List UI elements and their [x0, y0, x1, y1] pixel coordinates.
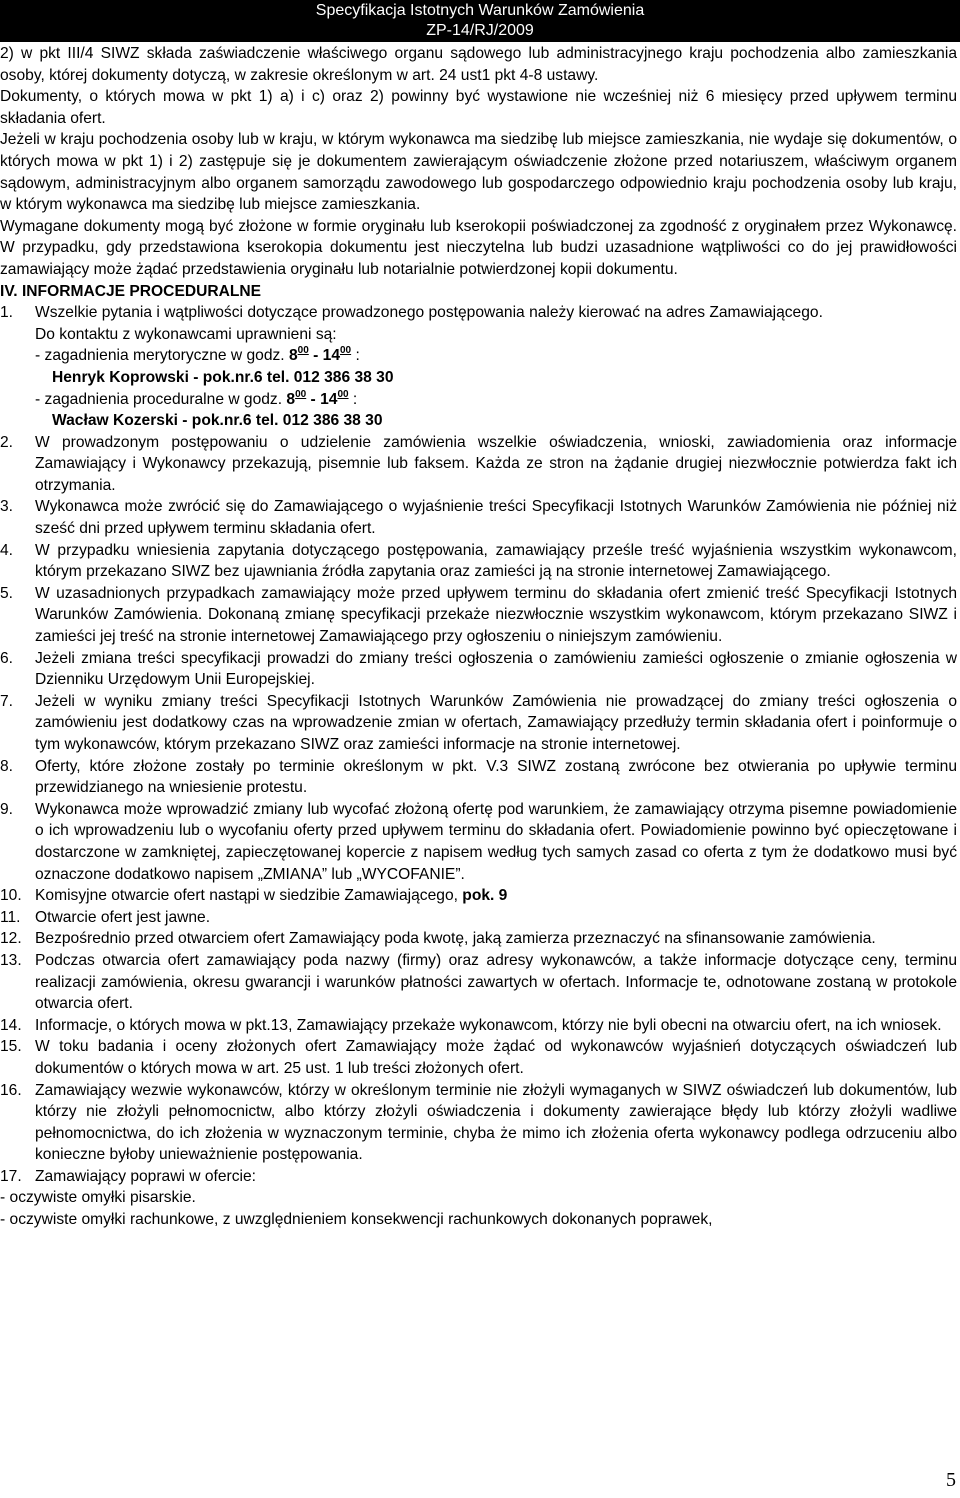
contact-line-2: - zagadnienia proceduralne w godz. $8^{00} - 14^{00}$ : [35, 388, 358, 408]
intro-paragraph-2: Dokumenty, o których mowa w pkt 1) a) i c) oraz 2) powinny być wystawione nie wcześniej niż 6 miesięcy przed upływem terminu składania ofert. [0, 88, 957, 127]
list-item: 5. W uzasadnionych przypadkach zamawiający może przed upływem terminu do składania ofert zmienić treść Specyfikacji Istotnych Warunków Zamówienia. Dokonaną zmianę specyfikacji przekaże niezwłocznie wszystkim wykonawcom, którym przekazano SIWZ i zamieści jej treść na stronie internetowej Zamawiającego przy ogłoszeniu o niniejszym zamówieniu. [0, 584, 957, 646]
list-item: 15. W toku badania i oceny złożonych ofert Zamawiający może żądać od wykonawców wyjaśnień dotyczących oświadczeń lub dokumentów o których mowa w art. 25 ust. 1 lub treści złożonych ofert. [0, 1038, 957, 1077]
contact-line-1: - zagadnienia merytoryczne w godz. $8^{00} - 14^{00}$ : [35, 345, 360, 365]
item-text: Wszelkie pytania i wątpliwości dotyczące prowadzonego postępowania należy kierować na adres Zamawiającego. [35, 304, 823, 322]
list-item: 9. Wykonawca może wprowadzić zmiany lub wycofać złożoną ofertę pod warunkiem, że zamawiający otrzyma pisemne powiadomienie o ich wprowadzeniu lub o wycofaniu oferty przed upływem terminu do składania ofert. Powiadomienie powinno być opieczętowane i dostarczone w zamkniętej, zapieczętowanej kopercie z napisem według tych samych zasad co oferta z tym że dodatkowo musi być oznaczone dodatkowo napisem „ZMIANA” lub „WYCOFANIE”. [0, 800, 957, 883]
list-item: 2. W prowadzonym postępowaniu o udzielenie zamówienia wszelkie oświadczenia, wnioski, zawiadomienia oraz informacje Zamawiający i Wykonawcy przekazują, pisemnie lub faksem. Każda ze stron na żądanie drugiej niezwłocznie potwierdza fakt ich otrzymania. [0, 433, 957, 494]
list-item: 6. Jeżeli zmiana treści specyfikacji prowadzi do zmiany treści ogłoszenia o zamówieniu zamieści ogłoszenie o zmianie ogłoszenia w Dzienniku Urzędowym Unii Europejskiej. [0, 649, 957, 689]
list-item: 8. Oferty, które złożone zostały po terminie określonym w pkt. V.3 SIWZ zostaną zwrócone bez otwierania po upływie terminu przewidzianego na wniesienie protestu. [0, 757, 957, 797]
list-item: 3. Wykonawca może zwrócić się do Zamawiającego o wyjaśnienie treści Specyfikacji Istotnych Warunków Zamówienia nie później niż sześć dni przed upływem terminu składania ofert. [0, 498, 957, 538]
contact-person-2: Wacław Kozerski - pok.nr.6 tel. 012 386 38 30 [52, 412, 383, 430]
contact-person-1: Henryk Koprowski - pok.nr.6 tel. 012 386 38 30 [52, 368, 394, 386]
list-item: 4. W przypadku wniesienia zapytania dotyczącego postępowania, zamawiający prześle treść wyjaśnienia wszystkim wykonawcom, którym przekazano SIWZ bez ujawniania źródła zapytania oraz zamieści ją na stronie internetowej Zamawiającego. [0, 541, 957, 581]
correction-line-1: - oczywiste omyłki pisarskie. [0, 1189, 196, 1207]
list-item: 7. Jeżeli w wyniku zmiany treści Specyfikacji Istotnych Warunków Zamówienia nie prowadzącej do zmiany treści ogłoszenia o zamówieniu jest dodatkowy czas na wprowadzenie zmian w ofertach, Zamawiający przedłuży termin składania ofert i poinformuje o tym wykonawców, którym przekazano SIWZ oraz zamieści informacje na stronie internetowej. [0, 692, 957, 753]
page-header [0, 0, 960, 42]
section-title: IV. INFORMACJE PROCEDURALNE [0, 282, 262, 300]
list-item: 12. Bezpośrednio przed otwarciem ofert Zamawiający poda kwotę, jaką zamierza przeznaczyć na sfinansowanie zamówienia. [0, 930, 876, 948]
list-item: 17. Zamawiający poprawi w ofercie: [0, 1167, 256, 1185]
correction-line-2: - oczywiste omyłki rachunkowe, z uwzględnieniem konsekwencji rachunkowych dokonanych poprawek, [0, 1211, 713, 1229]
list-item: 11. Otwarcie ofert jest jawne. [0, 908, 211, 926]
document-title: Specyfikacja Istotnych Warunków Zamówienia [315, 2, 645, 19]
item-number: 1. [0, 304, 14, 322]
intro-paragraph-4: Wymagane dokumenty mogą być złożone w formie oryginału lub kserokopii poświadczonej za zgodność z oryginałem przez Wykonawcę. W przypadku, gdy przedstawiona kserokopia dokumentu jest nieczytelna lub budzi uzasadnione wątpliwości co do jej prawidłowości zamawiający może żądać przedstawienia oryginału lub notarialnie potwierdzonej kopii dokumentu. [0, 217, 957, 278]
list-item: 13. Podczas otwarcia ofert zamawiający poda nazwy (firmy) oraz adresy wykonawców, a także informacje dotyczące ceny, terminu realizacji zamówienia, okresu gwarancji i warunków płatności zawartych w ofertach. Informacje te, odnotowane zostaną w protokole otwarcia ofert. [0, 951, 957, 1013]
list-item [0, 302, 957, 324]
document-body [0, 43, 957, 1231]
list-item: 14. Informacje, o których mowa w pkt.13, Zamawiający przekaże wykonawcom, którzy nie byli obecni na otwarciu ofert, na ich wniosek. [0, 1016, 942, 1034]
page-number: 5 [946, 1469, 956, 1492]
contact-intro: Do kontaktu z wykonawcami uprawnieni są: [35, 325, 337, 343]
intro-paragraph-3: Jeżeli w kraju pochodzenia osoby lub w kraju, w którym wykonawca ma siedzibę lub miejsce zamieszkania, nie wydaje się dokumentów, o których mowa w pkt 1) i 2) zastępuje się je dokumentem zawierającym oświadczenie złożone przed notariuszem, właściwym organem sądowym, administracyjnym albo organem samorządu zawodowego lub gospodarczego odpowiednio kraju pochodzenia osoby lub kraju, w którym wykonawca ma siedzibę lub miejsce zamieszkania. [0, 131, 957, 214]
list-item: 10. Komisyjne otwarcie ofert nastąpi w siedzibie Zamawiającego, pok. 9 [0, 887, 508, 905]
document-reference: ZP-14/RJ/2009 [426, 22, 534, 39]
intro-paragraph-1: 2) w pkt III/4 SIWZ składa zaświadczenie właściwego organu sądowego lub administracyjnego kraju pochodzenia albo zamieszkania osoby, której dokumenty dotyczą, w zakresie określonym w art. 24 ust1 pkt 4-8 ustawy. [0, 45, 957, 84]
list-item: 16. Zamawiający wezwie wykonawców, którzy w określonym terminie nie złożyli wymaganych w SIWZ oświadczeń lub dokumentów, lub którzy nie złożyli pełnomocnictw, albo którzy złożyli oświadczenia i dokumenty zawierające błędy lub którzy złożyli wadliwe pełnomocnictwa, do ich złożenia w wyznaczonym terminie, chyba że mimo ich złożenia oferta wykonawcy podlega odrzuceniu albo konieczne byłoby unieważnienie postępowania. [0, 1081, 957, 1164]
